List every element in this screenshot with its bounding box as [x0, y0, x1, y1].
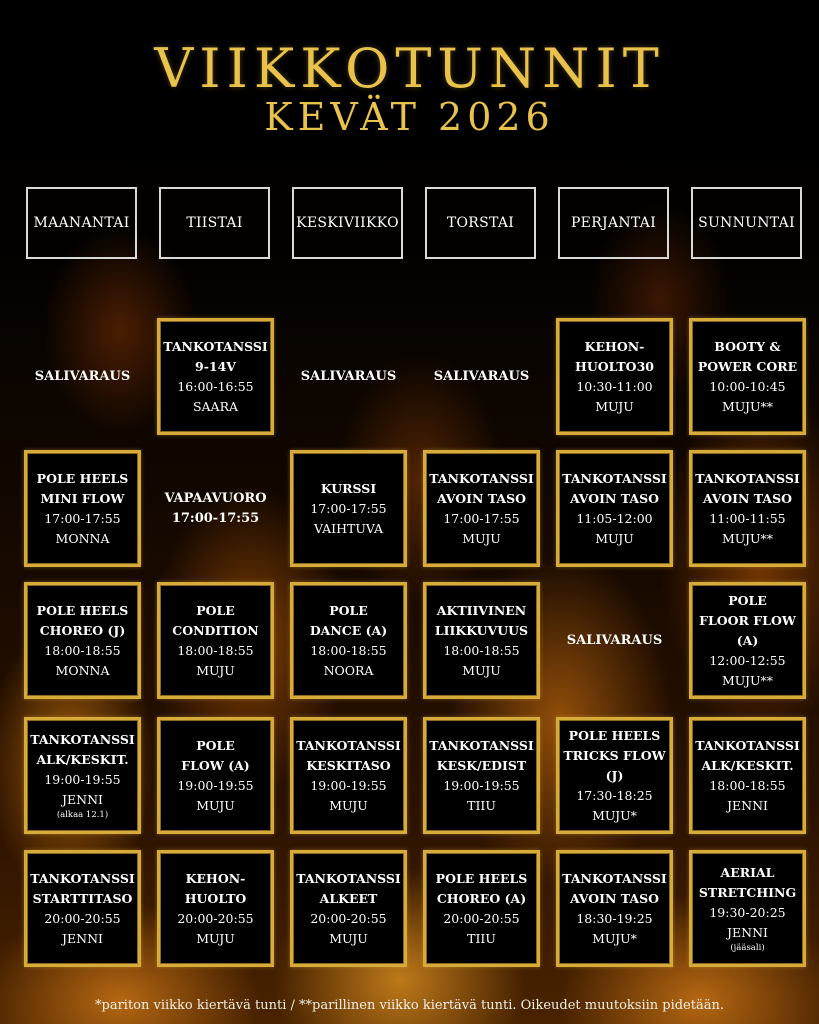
class-name: TANKOTANSSI	[429, 470, 534, 486]
class-teacher: MUJU**	[721, 530, 774, 546]
class-cell	[290, 582, 407, 699]
class-cell	[157, 582, 274, 699]
class-cell	[290, 450, 407, 567]
class-name: STARTTITASO	[32, 890, 133, 906]
day-header-keskiviikko: KESKIVIIKKO	[292, 187, 403, 259]
class-cell	[157, 318, 274, 435]
class-teacher: JENNI	[62, 930, 103, 946]
class-name: 17:00-17:55	[171, 510, 260, 526]
class-name: AKTIIVINEN	[436, 602, 527, 618]
class-name: LIIKKUVUUS	[434, 622, 529, 638]
class-cell	[556, 318, 673, 435]
class-teacher: JENNI	[727, 925, 768, 940]
class-name: AVOIN TASO	[436, 490, 526, 506]
class-name: KEHON-	[185, 870, 246, 886]
class-name: KESK/EDIST	[436, 757, 527, 773]
footnote: *pariton viikko kiertävä tunti / **parillinen viikko kiertävä tunti. Oikeudet muutoksiin pidetään.	[95, 998, 724, 1013]
class-time: 20:00-20:55	[443, 910, 520, 926]
class-cell	[24, 450, 141, 567]
class-time: 17:00-17:55	[44, 510, 121, 526]
class-cell	[24, 717, 141, 834]
class-name: MINI FLOW	[40, 490, 125, 506]
class-name: HUOLTO	[184, 890, 247, 906]
class-cell	[556, 717, 673, 834]
class-teacher: MUJU	[196, 797, 235, 813]
class-name: TANKOTANSSI	[30, 732, 135, 747]
class-time: 18:00-18:55	[44, 642, 121, 658]
class-name: POLE HEELS	[435, 870, 528, 886]
class-cell	[556, 850, 673, 967]
class-name: POLE	[728, 592, 767, 608]
class-time: 12:00-12:55	[709, 652, 786, 668]
class-cell	[157, 850, 274, 967]
class-name: FLOOR FLOW (A)	[699, 612, 796, 648]
class-time: 17:00-17:55	[443, 510, 520, 526]
class-cell	[24, 582, 141, 699]
class-cell	[689, 717, 806, 834]
page-title: VIIKKOTUNNIT	[154, 37, 665, 100]
class-name: TANKOTANSSI	[30, 870, 135, 886]
class-name: TANKOTANSSI	[695, 737, 800, 753]
day-header-torstai: TORSTAI	[425, 187, 536, 259]
class-name: POLE HEELS	[36, 470, 129, 486]
class-teacher: SAARA	[192, 398, 239, 414]
class-cell	[290, 850, 407, 967]
class-name: SALIVARAUS	[34, 368, 131, 384]
class-name: TANKOTANSSI	[562, 470, 667, 486]
class-teacher: TIIU	[467, 930, 496, 946]
class-teacher: NOORA	[323, 662, 374, 678]
class-name: KESKITASO	[306, 757, 391, 773]
class-teacher: MUJU	[462, 530, 501, 546]
class-name: TANKOTANSSI	[695, 470, 800, 486]
class-name: VAPAAVUORO	[164, 490, 267, 506]
class-name: ALK/KESKIT.	[701, 757, 794, 773]
class-time: 19:00-19:55	[310, 777, 387, 793]
class-cell	[689, 450, 806, 567]
class-cell	[556, 582, 673, 699]
class-name: ALK/KESKIT.	[36, 752, 129, 767]
day-header-maanantai: MAANANTAI	[26, 187, 137, 259]
class-time: 17:30-18:25	[576, 787, 653, 803]
class-teacher: VAIHTUVA	[313, 520, 384, 536]
class-teacher: MUJU	[196, 662, 235, 678]
class-cell	[423, 850, 540, 967]
class-name: SALIVARAUS	[566, 632, 663, 648]
class-note: (alkaa 12.1)	[56, 810, 109, 820]
class-name: POLE HEELS	[36, 602, 129, 618]
class-teacher: TIIU	[467, 797, 496, 813]
class-time: 19:00-19:55	[177, 777, 254, 793]
class-name: KURSSI	[320, 480, 377, 496]
class-name: POLE	[329, 602, 368, 618]
class-teacher: MUJU	[595, 530, 634, 546]
class-teacher: MUJU**	[721, 398, 774, 414]
class-time: 20:00-20:55	[310, 910, 387, 926]
class-time: 11:00-11:55	[709, 510, 786, 526]
class-teacher: MUJU	[329, 930, 368, 946]
class-cell	[689, 850, 806, 967]
class-time: 10:30-11:00	[576, 378, 653, 394]
class-name: POLE HEELS	[568, 727, 661, 743]
class-teacher: JENNI	[62, 792, 103, 807]
class-name: CHOREO (A)	[436, 890, 527, 906]
day-header-sunnuntai: SUNNUNTAI	[691, 187, 802, 259]
class-teacher: MUJU	[329, 797, 368, 813]
class-cell	[689, 318, 806, 435]
class-name: CHOREO (J)	[39, 622, 126, 638]
day-header-perjantai: PERJANTAI	[558, 187, 669, 259]
class-time: 11:05-12:00	[576, 510, 653, 526]
class-teacher: MUJU*	[592, 930, 637, 946]
class-name: SALIVARAUS	[433, 368, 530, 384]
class-teacher: MUJU	[595, 398, 634, 414]
class-teacher: MUJU	[196, 930, 235, 946]
class-cell	[24, 850, 141, 967]
class-teacher: MONNA	[55, 530, 110, 546]
class-name: STRETCHING	[698, 885, 797, 900]
class-name: AVOIN TASO	[569, 890, 659, 906]
class-cell	[24, 318, 141, 435]
class-name: POWER CORE	[697, 358, 798, 374]
class-cell	[290, 717, 407, 834]
class-name: HUOLTO30	[575, 358, 654, 374]
class-name: CONDITION	[172, 622, 259, 638]
class-name: TANKOTANSSI	[296, 737, 401, 753]
day-header-tiistai: TIISTAI	[159, 187, 270, 259]
class-name: DANCE (A)	[309, 622, 388, 638]
class-cell	[423, 717, 540, 834]
class-time: 19:00-19:55	[443, 777, 520, 793]
class-name: POLE	[196, 737, 235, 753]
class-name: AVOIN TASO	[569, 490, 659, 506]
class-teacher: MUJU	[462, 662, 501, 678]
class-time: 18:00-18:55	[310, 642, 387, 658]
class-time: 18:00-18:55	[443, 642, 520, 658]
class-cell	[290, 318, 407, 435]
class-time: 18:00-18:55	[177, 642, 254, 658]
class-name: POLE	[196, 602, 235, 618]
class-cell	[556, 450, 673, 567]
class-name: AVOIN TASO	[702, 490, 792, 506]
class-note: (jääsali)	[730, 943, 765, 953]
class-time: 20:00-20:55	[44, 910, 121, 926]
class-teacher: MUJU**	[721, 672, 774, 688]
class-teacher: MONNA	[55, 662, 110, 678]
class-name: SALIVARAUS	[300, 368, 397, 384]
class-cell	[157, 450, 274, 567]
class-cell	[423, 450, 540, 567]
class-name: KEHON-	[584, 338, 645, 354]
class-name: TANKOTANSSI	[429, 737, 534, 753]
class-name: ALKEET	[319, 890, 378, 906]
class-time: 20:00-20:55	[177, 910, 254, 926]
class-cell	[689, 582, 806, 699]
class-time: 17:00-17:55	[310, 500, 387, 516]
class-cell	[157, 717, 274, 834]
class-cell	[423, 582, 540, 699]
class-time: 18:00-18:55	[709, 777, 786, 793]
class-time: 19:30-20:25	[709, 905, 786, 920]
class-name: TANKOTANSSI	[296, 870, 401, 886]
class-name: AERIAL	[720, 865, 775, 880]
class-name: FLOW (A)	[181, 757, 250, 773]
page-subtitle: KEVÄT 2026	[264, 95, 555, 139]
class-teacher: MUJU*	[592, 807, 637, 823]
class-name: TANKOTANSSI	[163, 338, 268, 354]
class-teacher: JENNI	[727, 797, 768, 813]
class-cell	[423, 318, 540, 435]
class-time: 16:00-16:55	[177, 378, 254, 394]
class-name: BOOTY &	[714, 338, 781, 354]
class-name: TRICKS FLOW (J)	[563, 747, 666, 783]
class-time: 10:00-10:45	[709, 378, 786, 394]
class-name: 9-14V	[195, 358, 236, 374]
class-time: 18:30-19:25	[576, 910, 653, 926]
class-time: 19:00-19:55	[44, 772, 121, 787]
class-name: TANKOTANSSI	[562, 870, 667, 886]
